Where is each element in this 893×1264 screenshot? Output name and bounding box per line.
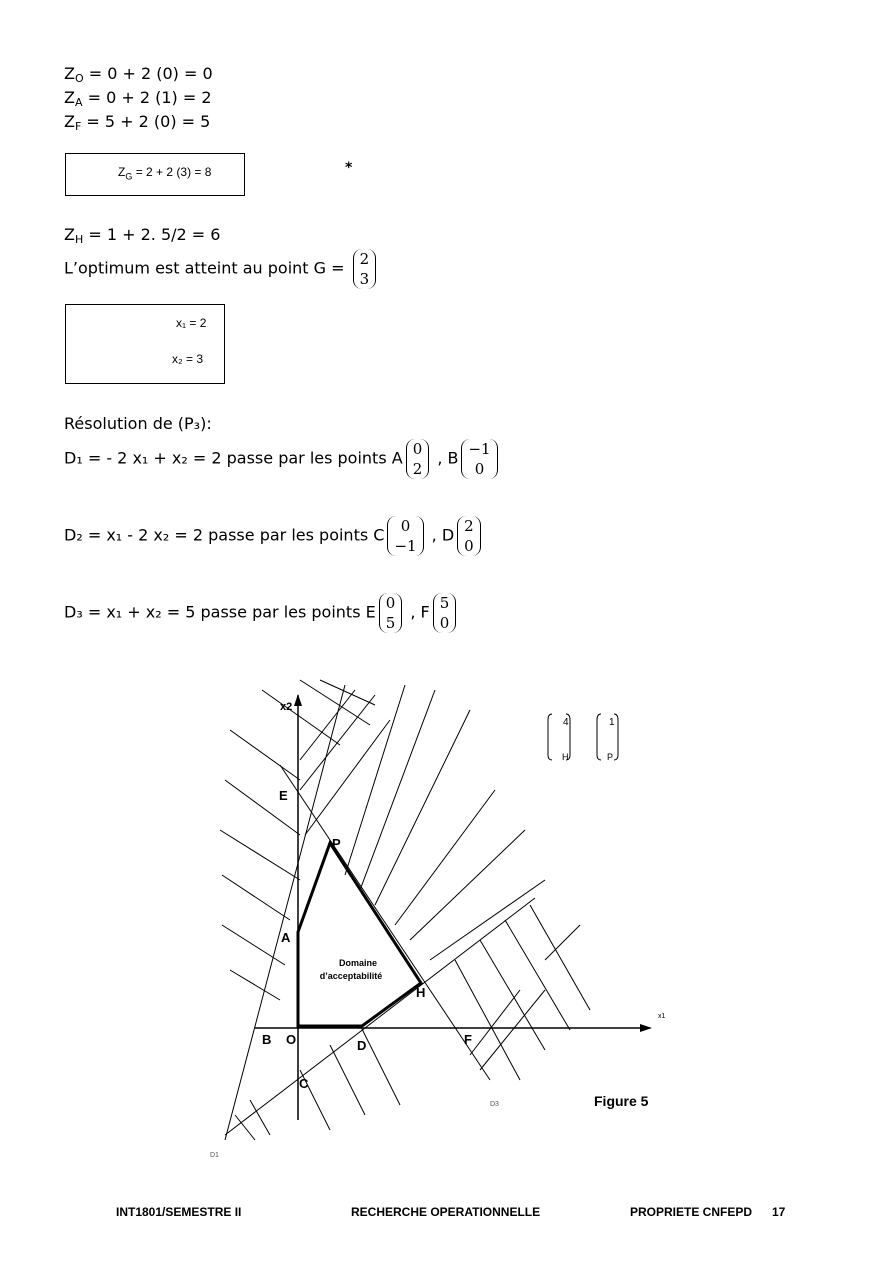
- page-number: 17: [772, 1205, 786, 1219]
- eval-zh: $Z_H = 1 + 2$. 5/2 = 6: [64, 225, 221, 246]
- label-o: O: [286, 1032, 297, 1047]
- footer-right: PROPRIETE CNFEPD: [630, 1205, 753, 1219]
- axis-x1-arrow: [640, 1024, 652, 1032]
- eval-zo: $Z_O = 0 + 2$ (0) = 0: [64, 64, 213, 85]
- svg-text:4: 4: [563, 717, 569, 728]
- label-d3: D3: [490, 1101, 499, 1108]
- label-f: F: [464, 1032, 472, 1047]
- hatching: [220, 680, 590, 1140]
- eval-zf: $Z_F = 5 + 2$ (0) = 5: [64, 112, 211, 133]
- svg-text:P: P: [607, 752, 614, 762]
- label-c: C: [299, 1076, 309, 1091]
- label-x1: x1: [658, 1013, 666, 1020]
- line-d3: [280, 765, 490, 1080]
- label-x2: x2: [280, 701, 293, 713]
- label-d: D: [357, 1038, 367, 1053]
- label-h: H: [416, 985, 426, 1000]
- domain-label-1: Domaine: [338, 958, 378, 968]
- domain-label-2: d’acceptabilité: [319, 971, 383, 981]
- label-a: A: [281, 930, 291, 945]
- zg-box: $Z_G = 2 + 2$ (3) = 8: [65, 153, 245, 196]
- d2-line: D₂ = x₁ - 2 x₂ = 2 passe par les points C 0 −1 , D 2 0: [64, 516, 484, 556]
- resolution-title: Résolution de (P₃):: [64, 414, 212, 433]
- vector-h-fragment: [548, 714, 570, 762]
- feasible-polygon: [298, 843, 421, 1026]
- label-d1: D1: [210, 1152, 219, 1159]
- solution-box: x₁ = 2 x₂ = 3: [65, 304, 225, 384]
- eval-za: $Z_A = 0 + 2$ (1) = 2: [64, 88, 212, 109]
- vector-p-fragment: [597, 714, 618, 762]
- star-mark: *: [345, 160, 353, 176]
- axis-x2-arrow: [294, 694, 302, 706]
- figure-caption: Figure 5: [594, 1093, 649, 1109]
- line-d1: [225, 685, 345, 1140]
- optimum-line: L’optimum est atteint au point G = 2 3: [64, 249, 379, 289]
- d3-line: D₃ = x₁ + x₂ = 5 passe par les points E 0 5 , F 5 0: [64, 593, 459, 633]
- footer-center: RECHERCHE OPERATIONNELLE: [351, 1205, 541, 1219]
- d1-line: D₁ = - 2 x₁ + x₂ = 2 passe par les points A 0 2 , B −1 0: [64, 439, 501, 479]
- label-p: P: [332, 836, 341, 851]
- vector-g: 2 3: [353, 249, 377, 289]
- svg-text:1: 1: [609, 717, 615, 728]
- label-e: E: [279, 788, 288, 803]
- line-d2: [225, 898, 535, 1135]
- svg-text:H: H: [562, 752, 569, 762]
- label-b: B: [262, 1032, 272, 1047]
- footer-left: INT1801/SEMESTRE II: [116, 1205, 242, 1219]
